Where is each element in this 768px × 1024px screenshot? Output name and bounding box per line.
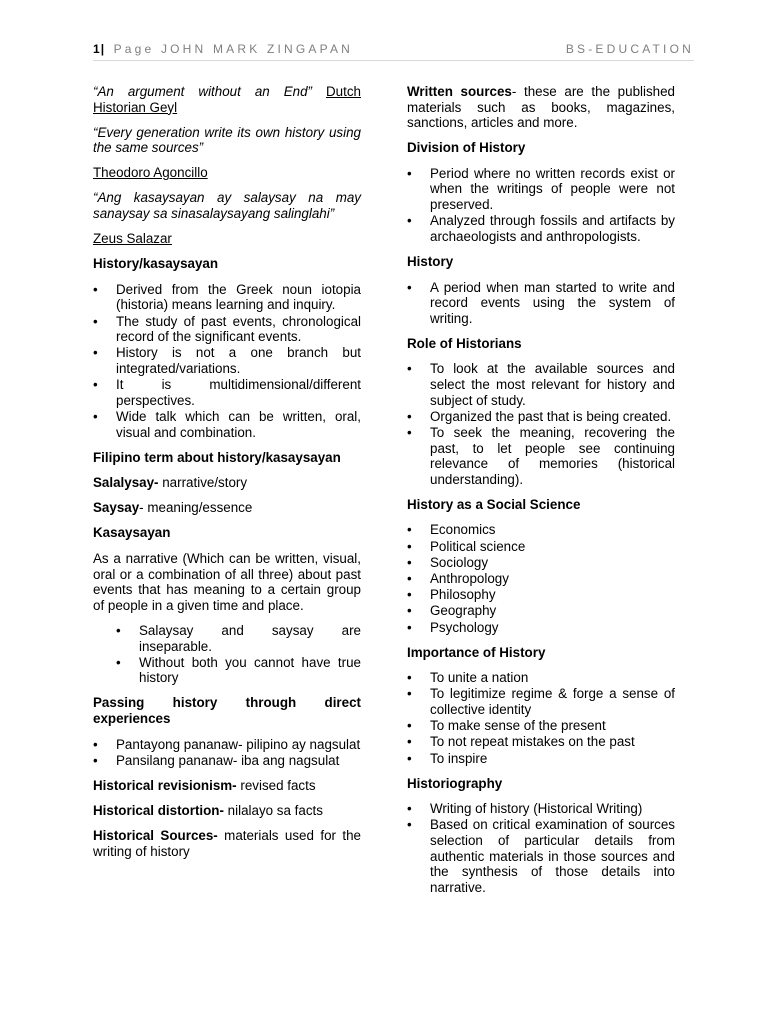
division-list <box>407 166 675 245</box>
section-heading: Role of Historians <box>407 335 522 351</box>
definition: Historical revisionism- revised facts <box>93 777 316 793</box>
list-item: • Writing of history (Historical Writing) <box>407 801 675 817</box>
list-item: • Without both you cannot have true history <box>93 655 361 686</box>
right-column <box>407 84 675 905</box>
quote-geyl <box>93 84 361 115</box>
list-item: • A period when man started to write and record events using the system of writing. <box>407 280 675 327</box>
quote-salazar: “Ang kasaysayan ay salaysay na may sanaysay sa sinasalaysayang salinglahi” <box>93 190 361 222</box>
section-heading: History as a Social Science <box>407 496 581 512</box>
paragraph: As a narrative (Which can be written, visual, oral or a combination of all three) about past events that has meaning to a certain group of people in a given time and place. <box>93 551 361 613</box>
list-item: • Analyzed through fossils and artifacts by archaeologists and anthropologists. <box>407 213 675 244</box>
list-item: • Economics <box>407 522 675 538</box>
definition: Salalysay- narrative/story <box>93 475 248 491</box>
section-heading: Kasaysayan <box>93 525 171 541</box>
list-item: • Based on critical examination of sources selection of particular details from authentic materials in those sources and the synthesis of those details into narrative. <box>407 817 675 895</box>
passing-list <box>93 737 361 769</box>
list-item: • The study of past events, chronological record of the significant events. <box>93 314 361 345</box>
list-item: • Wide talk which can be written, oral, visual and combination. <box>93 409 361 440</box>
list-item: • To look at the available sources and select the most relevant for history and subject of study. <box>407 361 675 408</box>
header-course: BS-EDUCATION <box>565 42 694 56</box>
left-column <box>93 84 361 869</box>
kasaysayan-list <box>93 623 361 686</box>
list-item: • To legitimize regime & forge a sense of collective identity <box>407 686 675 717</box>
list-item: • History is not a one branch but integrated/variations. <box>93 345 361 376</box>
section-heading: History <box>407 253 454 269</box>
social-science-list <box>407 522 675 635</box>
quote-agoncillo: “Every generation write its own history using the same sources” <box>93 124 361 156</box>
quote-author: Theodoro Agoncillo <box>93 165 208 181</box>
definition: Historical distortion- nilalayo sa facts <box>93 802 323 818</box>
page-number: 1 <box>93 42 100 56</box>
definition: Historical Sources- materials used for the writing of history <box>93 828 362 859</box>
list-item: • Political science <box>407 539 675 555</box>
list-item: • Pansilang pananaw- iba ang nagsulat <box>93 753 361 769</box>
history-list <box>93 282 361 440</box>
list-item: • Philosophy <box>407 587 675 603</box>
list-item: • Psychology <box>407 620 675 636</box>
page-header <box>93 42 694 61</box>
list-item: • To make sense of the present <box>407 718 675 734</box>
definition: Written sources- these are the published materials such as books, magazines, sanctions, articles and more. <box>407 84 675 131</box>
quote-author: Dutch Historian Geyl <box>93 84 361 115</box>
historiography-list <box>407 801 675 895</box>
section-heading: Passing history through direct experiences <box>93 695 361 726</box>
section-heading: Importance of History <box>407 644 546 660</box>
list-item: • To seek the meaning, recovering the past, to let people see continuing relevance of memories (historical understanding). <box>407 425 675 487</box>
quote-text: “An argument without an End” <box>93 84 312 99</box>
list-item: • Period where no written records exist or when the writings of people were not preserved. <box>407 166 675 213</box>
quote-author: Zeus Salazar <box>93 231 172 247</box>
history-period-list <box>407 280 675 327</box>
definition: Saysay- meaning/essence <box>93 500 253 516</box>
list-item: • Derived from the Greek noun iotopia (historia) means learning and inquiry. <box>93 282 361 313</box>
section-heading: Division of History <box>407 140 526 156</box>
list-item: • Geography <box>407 603 675 619</box>
importance-list <box>407 670 675 766</box>
list-item: • Salaysay and saysay are inseparable. <box>93 623 361 654</box>
section-heading: Historiography <box>407 775 503 791</box>
role-list <box>407 361 675 487</box>
header-title: Page JOHN MARK ZINGAPAN <box>113 42 354 56</box>
header-separator: | <box>100 42 105 56</box>
list-item: • Sociology <box>407 555 675 571</box>
list-item: • Pantayong pananaw- pilipino ay nagsulat <box>93 737 361 753</box>
list-item: • To inspire <box>407 751 675 767</box>
section-heading: History/kasaysayan <box>93 256 219 272</box>
list-item: • Organized the past that is being created. <box>407 409 675 425</box>
list-item: • To unite a nation <box>407 670 675 686</box>
list-item: • To not repeat mistakes on the past <box>407 734 675 750</box>
section-heading: Filipino term about history/kasaysayan <box>93 449 341 465</box>
list-item: • It is multidimensional/different perspectives. <box>93 377 361 408</box>
list-item: • Anthropology <box>407 571 675 587</box>
